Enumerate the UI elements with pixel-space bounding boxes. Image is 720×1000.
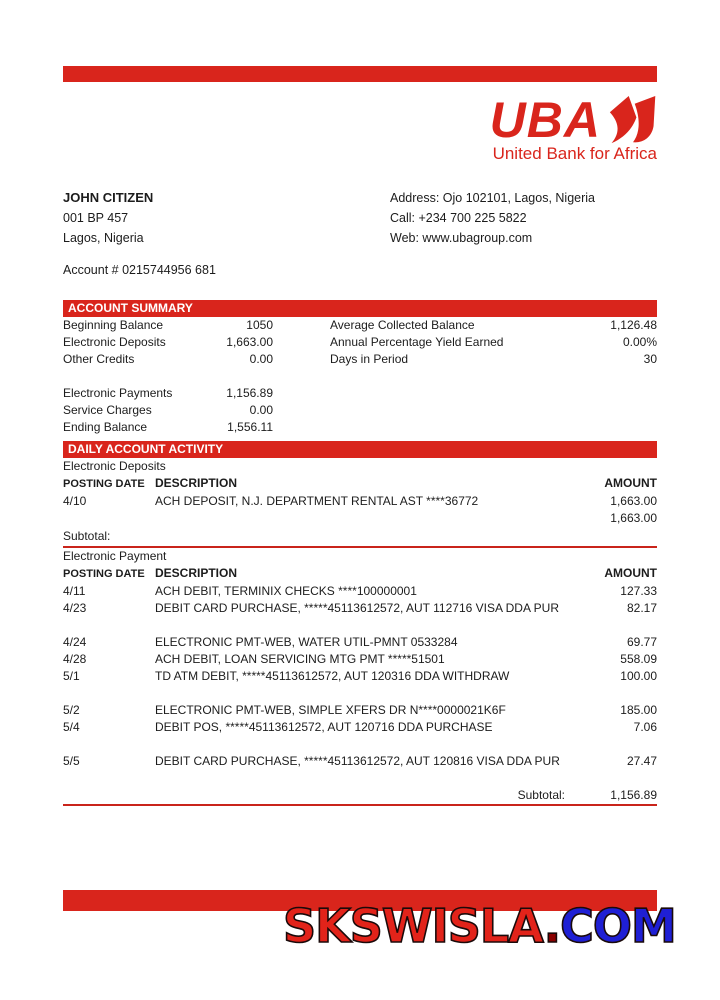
description-cell: TD ATM DEBIT, *****45113612572, AUT 120316 DDA WITHDRAW <box>155 669 510 683</box>
uba-emblem-icon <box>609 94 657 146</box>
description-cell <box>155 685 567 702</box>
summary-value: 30 <box>643 352 657 366</box>
activity-header-row <box>63 475 657 493</box>
amount-cell: 1,663.00 <box>610 494 657 508</box>
summary-label: Service Charges <box>63 403 152 417</box>
posting-date-cell <box>63 617 155 634</box>
summary-label: Electronic Deposits <box>63 335 166 349</box>
summary-row <box>63 419 657 436</box>
summary-label: Average Collected Balance <box>330 318 475 332</box>
description-cell: ACH DEPOSIT, N.J. DEPARTMENT RENTAL AST ****36772 <box>155 494 479 508</box>
amount-cell: 1,663.00 <box>610 511 657 525</box>
uba-wordmark: UBA <box>489 92 601 148</box>
posting-date-cell: 4/24 <box>63 635 87 649</box>
deposits-section-label: Electronic Deposits <box>63 459 166 473</box>
deposits-subtotal-label: Subtotal: <box>63 529 111 543</box>
account-number: Account # 0215744956 681 <box>63 263 216 277</box>
table-row <box>63 753 657 770</box>
description-cell: ELECTRONIC PMT-WEB, WATER UTIL-PMNT 0533284 <box>155 635 458 649</box>
bank-contact-web: Web: www.ubagroup.com <box>390 231 533 245</box>
description-cell: ELECTRONIC PMT-WEB, SIMPLE XFERS DR N****0000021K6F <box>155 703 506 717</box>
summary-row <box>63 368 657 385</box>
table-row <box>63 583 657 600</box>
posting-date-cell: 4/28 <box>63 652 87 666</box>
summary-row <box>63 402 657 419</box>
summary-value: 1,556.11 <box>227 420 273 434</box>
daily-activity-bar: DAILY ACCOUNT ACTIVITY <box>63 441 657 458</box>
posting-date-cell <box>63 685 155 702</box>
deposits-table <box>63 493 657 527</box>
amount-cell: 127.33 <box>620 584 657 598</box>
description-cell: DEBIT CARD PURCHASE, *****45113612572, AUT 120816 VISA DDA PUR <box>155 754 560 768</box>
table-row <box>63 685 657 702</box>
posting-date-header: POSTING DATE <box>63 478 145 490</box>
posting-date-cell: 4/10 <box>63 494 87 508</box>
uba-logo <box>63 94 657 164</box>
summary-row <box>63 385 657 402</box>
table-row <box>63 510 657 527</box>
account-summary-table <box>63 317 657 436</box>
summary-value: 1050 <box>246 318 273 332</box>
summary-row <box>330 351 657 368</box>
summary-row <box>330 317 657 334</box>
amount-cell: 69.77 <box>626 635 657 649</box>
summary-value: 0.00 <box>249 403 273 417</box>
table-row <box>63 493 657 510</box>
posting-date-header: POSTING DATE <box>63 568 145 580</box>
amount-cell: 82.17 <box>626 601 657 615</box>
amount-cell <box>567 617 657 634</box>
summary-value: 1,663.00 <box>226 335 273 349</box>
summary-value: 0.00% <box>622 335 657 349</box>
summary-value: 0.00 <box>249 352 273 366</box>
watermark-primary: SKSWISLA <box>283 899 544 953</box>
account-summary-bar: ACCOUNT SUMMARY <box>63 300 657 317</box>
description-cell <box>155 510 567 527</box>
description-header: DESCRIPTION <box>155 476 238 490</box>
summary-label: Electronic Payments <box>63 386 173 400</box>
posting-date-cell: 5/5 <box>63 754 80 768</box>
watermark-dot: . <box>543 899 561 953</box>
activity-header-row <box>63 565 657 583</box>
summary-label: Ending Balance <box>63 420 148 434</box>
subtotal-amount: 1,156.89 <box>610 788 657 802</box>
bank-contact-address: Address: Ojo 102101, Lagos, Nigeria <box>390 191 595 205</box>
table-row <box>63 719 657 736</box>
amount-cell: 100.00 <box>620 669 657 683</box>
summary-value: 1,126.48 <box>610 318 657 332</box>
amount-header: AMOUNT <box>604 476 657 490</box>
red-separator <box>63 804 657 806</box>
customer-name: JOHN CITIZEN <box>63 190 154 205</box>
amount-header: AMOUNT <box>604 566 657 580</box>
posting-date-cell: 5/1 <box>63 669 80 683</box>
description-cell: DEBIT POS, *****45113612572, AUT 120716 DDA PURCHASE <box>155 720 493 734</box>
watermark <box>283 900 676 952</box>
table-row <box>63 668 657 685</box>
payments-subtotal-row <box>63 787 657 804</box>
posting-date-cell <box>63 736 155 753</box>
summary-label: Annual Percentage Yield Earned <box>330 335 504 349</box>
table-row <box>63 736 657 753</box>
table-row <box>63 651 657 668</box>
customer-address-line2: Lagos, Nigeria <box>63 231 144 245</box>
summary-value: 1,156.89 <box>226 386 273 400</box>
posting-date-cell: 5/4 <box>63 720 80 734</box>
subtotal-label: Subtotal: <box>517 788 565 802</box>
amount-cell: 185.00 <box>620 703 657 717</box>
summary-row <box>330 334 657 351</box>
summary-label: Days in Period <box>330 352 409 366</box>
table-row <box>63 634 657 651</box>
amount-cell: 558.09 <box>620 652 657 666</box>
watermark-secondary: COM <box>560 899 676 953</box>
description-cell: ACH DEBIT, LOAN SERVICING MTG PMT *****51501 <box>155 652 445 666</box>
amount-cell <box>567 736 657 753</box>
posting-date-cell: 5/2 <box>63 703 80 717</box>
customer-info-block <box>63 188 657 248</box>
customer-address-line1: 001 BP 457 <box>63 211 129 225</box>
summary-label: Other Credits <box>63 352 135 366</box>
payments-section-label: Electronic Payment <box>63 549 167 563</box>
amount-cell: 7.06 <box>633 720 657 734</box>
summary-label: Beginning Balance <box>63 318 164 332</box>
amount-cell: 27.47 <box>626 754 657 768</box>
top-red-bar <box>63 66 657 82</box>
description-cell <box>155 617 567 634</box>
table-row <box>63 600 657 617</box>
bank-contact-phone: Call: +234 700 225 5822 <box>390 211 527 225</box>
statement-document <box>63 0 657 806</box>
posting-date-cell: 4/23 <box>63 601 87 615</box>
description-cell: DEBIT CARD PURCHASE, *****45113612572, AUT 112716 VISA DDA PUR <box>155 601 559 615</box>
description-cell <box>155 736 567 753</box>
description-cell: ACH DEBIT, TERMINIX CHECKS ****100000001 <box>155 584 417 598</box>
summary-table-right <box>330 317 657 368</box>
payments-table <box>63 583 657 770</box>
summary-value <box>208 368 273 385</box>
posting-date-cell: 4/11 <box>63 584 86 598</box>
description-header: DESCRIPTION <box>155 566 238 580</box>
uba-tagline: United Bank for Africa <box>492 144 657 163</box>
amount-cell <box>567 685 657 702</box>
table-row <box>63 702 657 719</box>
posting-date-cell <box>63 510 155 527</box>
table-row <box>63 617 657 634</box>
summary-label <box>63 368 208 385</box>
